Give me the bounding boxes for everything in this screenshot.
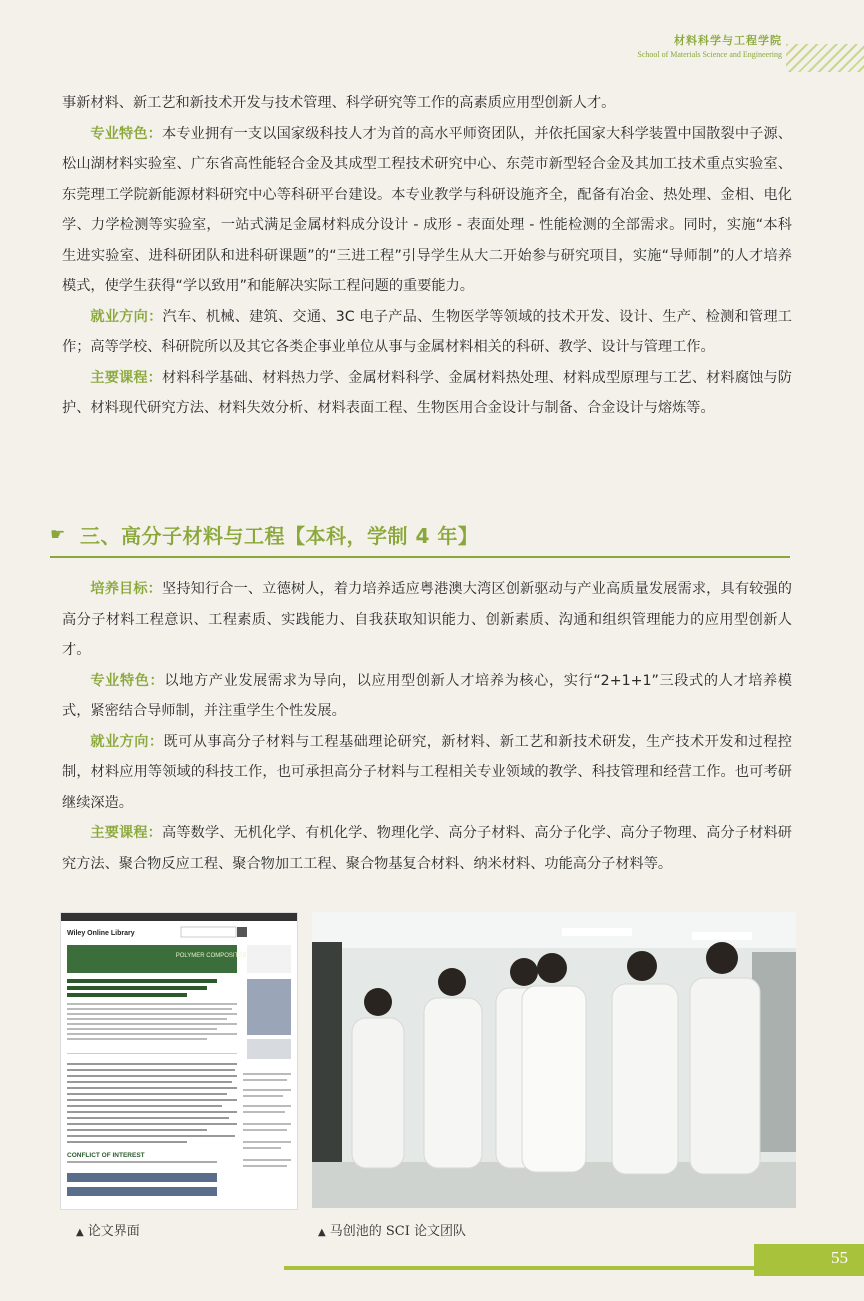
metal-course-text: 材料科学基础、材料热力学、金属材料科学、金属材料热处理、材料成型原理与工艺、材料腐蚀与防护、材料现代研究方法、材料失效分析、材料表面工程、生物医用合金设计与制备、合金设计与熔炼等。 (62, 369, 792, 416)
metal-career-text: 汽车、机械、建筑、交通、3C 电子产品、生物医学等领域的技术开发、设计、生产、检测和管理工作；高等学校、科研院所以及其它各类企事业单位从事与金属材料相关的科研、教学、设计与管理工作。 (62, 308, 792, 355)
caption-right (318, 1220, 466, 1239)
caption-right-text: 马创池的 SCI 论文团队 (329, 1224, 466, 1239)
caption-left-text: 论文界面 (87, 1224, 140, 1239)
polymer-goal-text: 坚持知行合一、立德树人，着力培养适应粤港澳大湾区创新驱动与产业高质量发展需求，具有较强的高分子材料工程意识、工程素质、实践能力、自我获取知识能力、创新素质、沟通和组织管理能力的应用型创新人才。 (62, 581, 792, 658)
page-number: 55 (831, 1248, 848, 1267)
pointing-hand-icon: ☛ (50, 525, 66, 545)
polymer-feature-paragraph (62, 666, 792, 727)
metal-course-paragraph (62, 363, 792, 424)
metal-feature-paragraph (62, 119, 792, 302)
wiley-library-label: Wiley Online Library (67, 930, 135, 937)
triangle-up-icon: ▲ (318, 1227, 326, 1238)
metal-career-paragraph (62, 302, 792, 363)
paper-screenshot-image (60, 912, 298, 1210)
metal-materials-section (62, 88, 792, 424)
metal-feature-label: 专业特色： (90, 125, 162, 142)
caption-left (76, 1220, 140, 1239)
school-name-cn: 材料科学与工程学院 (674, 34, 782, 47)
polymer-course-label: 主要课程： (90, 825, 162, 841)
polymer-course-paragraph (62, 818, 792, 879)
page-header (637, 32, 782, 59)
polymer-feature-text: 以地方产业发展需求为导向，以应用型创新人才培养为核心，实行“2+1+1”三段式的人才培养模式，紧密结合导师制，并注重学生个性发展。 (62, 672, 792, 719)
team-photo-graphic (312, 912, 796, 1208)
metal-career-label: 就业方向： (90, 308, 163, 325)
metal-feature-text: 本专业拥有一支以国家级科技人才为首的高水平师资团队，并依托国家大科学装置中国散裂中子源、松山湖材料实验室、广东省高性能轻合金及其成型工程技术研究中心、东莞市新型轻合金及其加工技术重点实验室、东莞理工学院新能源材料研究中心等科研平台建设。本专业教学与科研设施齐全，配备有冶金、热处理、金相、电化学、力学检测等实验室，一站式满足金属材料成分设计 - 成形 - 表面处理 - 性能检测的全部需求。同时，实施“本科生进实验室、进科研团队和进科研课题”的“三进工程”引导学生从大二开始参与研究项目，实施“导师制”的人才培养模式，使学生获得“学以致用”和能解决实际工程问题的重要能力。 (62, 125, 792, 294)
intro-line: 事新材料、新工艺和新技术开发与技术管理、科学研究等工作的高素质应用型创新人才。 (62, 95, 616, 111)
polymer-career-text: 既可从事高分子材料与工程基础理论研究，新材料、新工艺和新技术研发，生产技术开发和过程控制，材料应用等领域的科技工作，也可承担高分子材料与工程相关专业领域的教学、科技管理和经营工作。也可考研继续深造。 (62, 733, 792, 811)
polymer-career-label: 就业方向： (90, 733, 164, 750)
polymer-course-text: 高等数学、无机化学、有机化学、物理化学、高分子材料、高分子化学、高分子物理、高分子材料研究方法、聚合物反应工程、聚合物加工工程、聚合物基复合材料、纳米材料、功能高分子材料等。 (62, 825, 792, 872)
polymer-career-paragraph (62, 727, 792, 819)
journal-banner: POLYMER COMPOSITES (175, 953, 247, 959)
section-3-heading (50, 516, 790, 558)
school-name-en: School of Materials Science and Engineering (637, 50, 782, 59)
metal-course-label: 主要课程： (90, 369, 162, 386)
polymer-feature-label: 专业特色： (90, 672, 165, 689)
polymer-goal-paragraph (62, 574, 792, 666)
page-footer-strip (284, 1266, 804, 1270)
header-hatch-decoration (786, 44, 864, 72)
conflict-of-interest-heading: CONFLICT OF INTEREST (67, 1152, 145, 1159)
triangle-up-icon: ▲ (76, 1227, 84, 1238)
section-3-title: 三、高分子材料与工程【本科，学制 4 年】 (80, 524, 479, 548)
polymer-section (62, 574, 792, 879)
polymer-goal-label: 培养目标： (90, 581, 162, 597)
team-photo-image (312, 912, 796, 1208)
paper-screenshot-graphic (61, 913, 297, 1209)
